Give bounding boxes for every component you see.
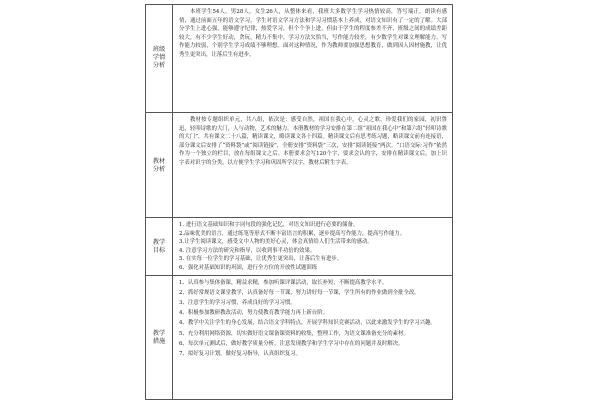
list-item: 4、积极参加教研教改活动，努力使教育教学能力再上新台阶。 [179,310,328,317]
list-item: 5. 在实每一位学生的学习基础，让优秀生更突出，让落后生有进步。 [179,256,343,263]
row-label-teaching-measures: 教学措施 [152,329,166,345]
list-item: 1、认真参与集体备课，精益求精，参加听课评课活动，取长补短，不断提高教学水平。 [179,279,388,286]
list-item: 4. 注意学习方法的研究和指导，以收到事半功倍的效果。 [179,247,316,254]
row-label-textbook-analysis: 教材分析 [152,157,166,173]
list-item: 1. 进行语文基础知识和字词句段的强化记忆，对语文知识进行必要的储备。 [179,222,359,228]
list-item: 3、注意学生的学习习惯，养成良好的学习习惯。 [179,299,296,306]
row-content-cell [173,5,453,113]
table-row-class-analysis [146,5,453,113]
list-item: 2、抓好常规语文课堂教学，认真备好每一节课，努力讲好每一节课，学生所有的作业做到全批全改。 [179,289,420,296]
row-label-cell [146,113,173,218]
list-item: 7、拟好复习计划，做好复习指导，认真组织复习。 [179,350,302,357]
row-label-cell [146,218,173,276]
list-item: 6、强化对基础知识的巩固，进行全方位的开放性试题训练 [179,264,318,271]
teaching-plan-table [145,4,453,400]
table-row-textbook-analysis [146,113,453,218]
teaching-goals-list [173,218,453,276]
teaching-measures-list [173,275,453,399]
list-item: 4、教学中关注学生的身心发展，结合语文学科特点，开展学科知识竞赛活动，以此来激发学生的学习兴趣。 [179,320,436,327]
list-item: 3.让学生阅读课文，感受文中人物的美好心灵，体会真情给人们生活带来的感动。 [179,239,373,246]
table-row-teaching-goals [146,218,453,276]
row-label-teaching-goals: 教学目标 [152,238,166,254]
row-label-cell [146,275,173,399]
table-row-teaching-measures [146,275,453,399]
row-content-cell [173,113,453,218]
class-analysis-text: 本班学生54人，男28人，女生26人，从整体来看，我班大多数学生学习热情较高，答写端正，朗读有感情，通过前面五年的语文学习，学生对语文学习方法和学习习惯基本上养成，对语文知识有了一定的了解。大部分学生上进心强，能够遵守纪律，热爱学习，但个个争上进，但由于学生的程度参差不齐，班级之间的成绩差距较大，有不少学生好动，贪玩，精力不集中，学习方法欠恰当，写作能力较差，有少数学生对课文理解能力、写作能力较弱，个别学生学习成绩不够理想。面对这种情况，作为教师要加强思想教育，做到因人因材施教，让优秀生更突出，让落后生有进步。 [179,9,447,58]
row-label-cell [146,5,173,113]
textbook-analysis-text: 教材按专题组织单元，共八组，依次是：感受自然，祖国在我心中，心灵之歌，珍爱我们的家园，初识鲁迅，轻叩诗歌的大门，人与动物，艺术的魅力。本册教材的学习安排在第二组“祖国在我心中”和第六组“轻叩诗歌的大门”，共有课文二十八篇，精读课文，略读课文各十四篇。精读课文后有思考练习题，略读课文前有连接语，部分课文后安排了“资料袋”或“阅读链接”，全册安排“资料袋”三次，安排“阅读链接”两次。“口语交际·习作”依然作为一个独立的栏目，放在每组课文之后。本册要求会写120个字，要求会认的字，安排在精读课文后，加上识字表对识字的分类，以方便学生学习和巩固所学汉字，教材后附生字表。 [179,117,447,166]
list-item: 2.品味优美的语言，通过练笔等形式不断丰富语言的积累，逐步提高写作能力，提高写作能力。 [179,230,406,237]
row-label-class-analysis: 班级学情分析 [152,46,166,69]
list-item: 5、充分利用网络资源，切实做好语文课备课资料的收集，整理工作，为语文课准备充分的素材。 [179,330,409,337]
list-item: 6、每次单元测试后，做好教学质量分析，注意发现教学和学生学习中存在的问题并及时解决。 [179,340,404,347]
